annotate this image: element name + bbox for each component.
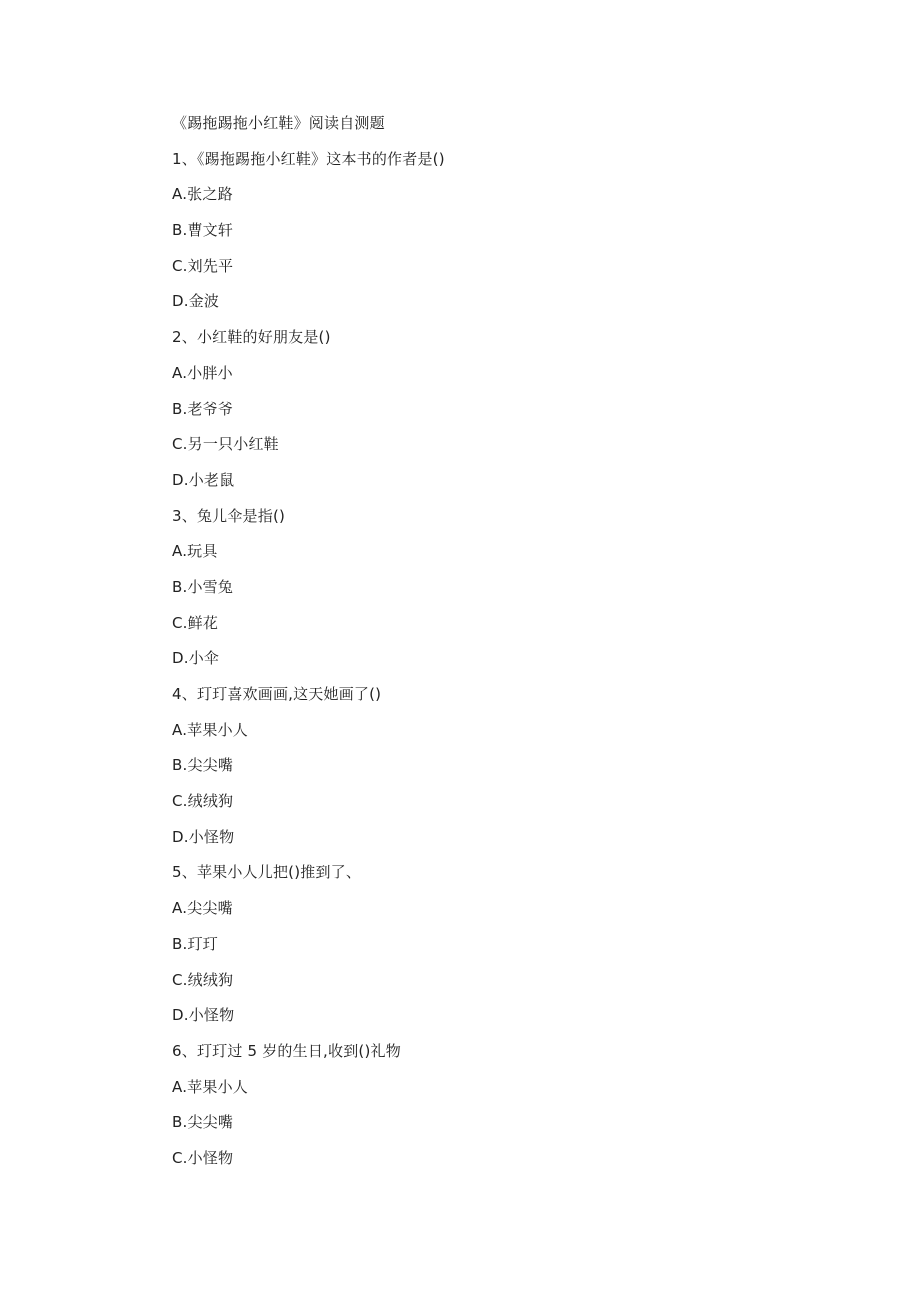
option-b: B.尖尖嘴 [172, 756, 234, 775]
question-stem: 2、小红鞋的好朋友是() [172, 328, 331, 347]
option-a: A.苹果小人 [172, 1077, 248, 1096]
question-stem: 3、兔儿伞是指() [172, 506, 286, 525]
option-d: D.小怪物 [172, 827, 235, 846]
question-6 [172, 1034, 772, 1177]
question-stem: 4、玎玎喜欢画画,这天她画了() [172, 685, 382, 703]
option-c: C.小怪物 [172, 1148, 234, 1167]
question-1 [172, 142, 772, 320]
option-a: A.苹果小人 [172, 720, 248, 739]
option-a: A.张之路 [172, 185, 233, 204]
option-b: B.尖尖嘴 [172, 1113, 234, 1132]
option-a: A.玩具 [172, 542, 218, 561]
option-c: C.刘先平 [172, 256, 234, 275]
document-title: 《踢拖踢拖小红鞋》阅读自测题 [172, 114, 385, 132]
option-c: C.绒绒狗 [172, 970, 234, 989]
option-c: C.另一只小红鞋 [172, 435, 279, 454]
option-d: D.小伞 [172, 649, 220, 668]
option-d: D.小老鼠 [172, 470, 235, 489]
question-4 [172, 677, 772, 855]
question-stem: 5、苹果小人儿把()推到了、 [172, 863, 362, 882]
question-stem: 6、玎玎过 5 岁的生日,收到()礼物 [172, 1041, 401, 1060]
question-stem: 1、《踢拖踢拖小红鞋》这本书的作者是() [172, 149, 445, 168]
option-b: B.小雪兔 [172, 577, 234, 596]
option-b: B.玎玎 [172, 934, 218, 953]
question-5 [172, 855, 772, 1033]
question-3 [172, 499, 772, 677]
option-c: C.绒绒狗 [172, 792, 234, 811]
option-b: B.曹文轩 [172, 221, 234, 240]
option-c: C.鲜花 [172, 613, 219, 632]
question-2 [172, 320, 772, 498]
option-d: D.金波 [172, 292, 220, 311]
option-d: D.小怪物 [172, 1006, 235, 1025]
option-a: A.尖尖嘴 [172, 899, 233, 918]
document-body [172, 106, 772, 1177]
option-b: B.老爷爷 [172, 399, 234, 418]
option-a: A.小胖小 [172, 363, 233, 382]
